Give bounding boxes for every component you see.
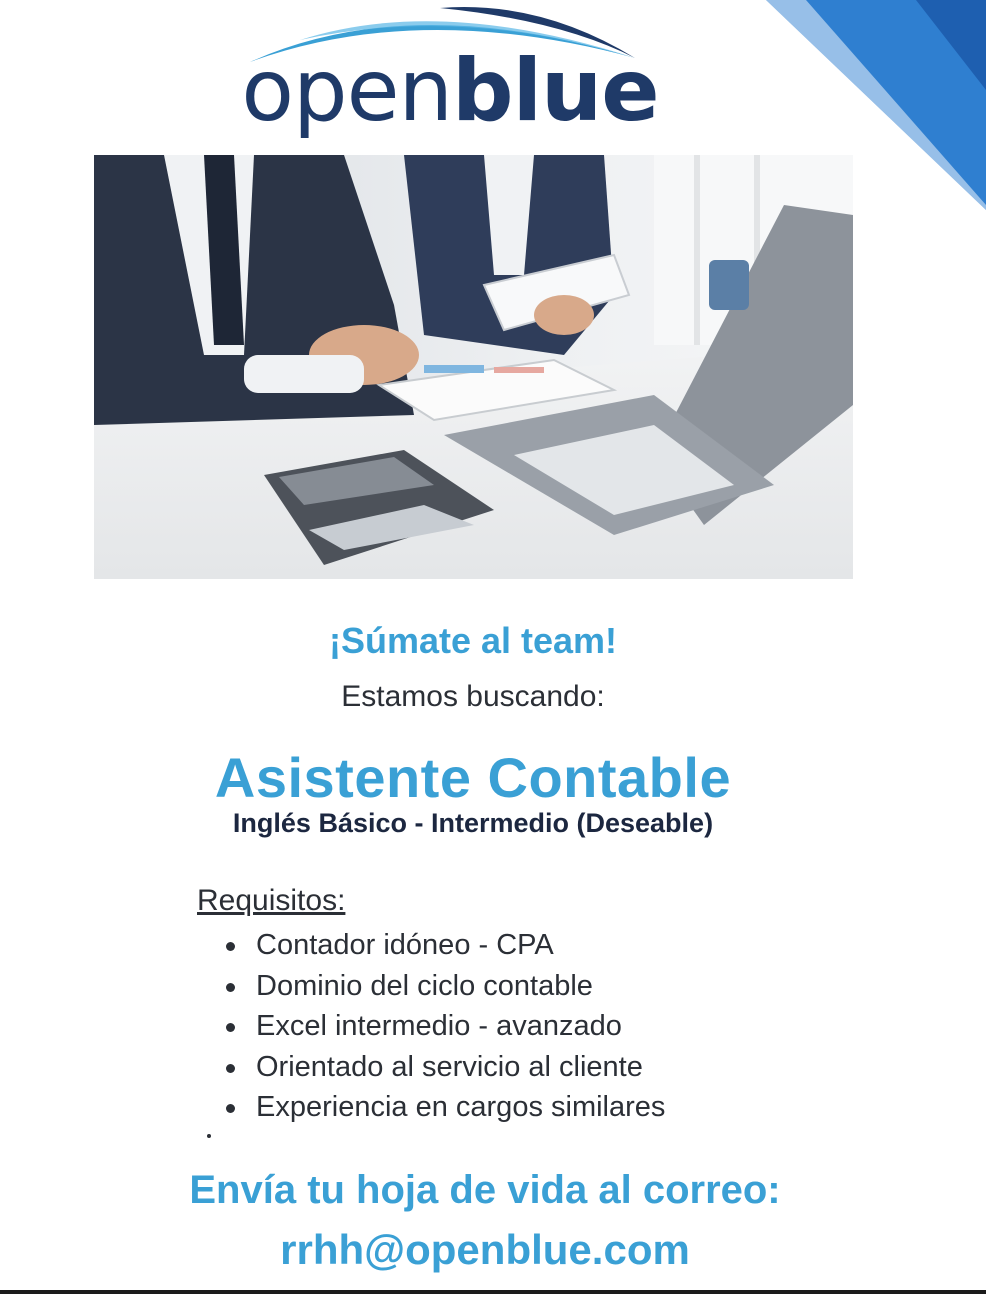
bullet-icon [226, 1064, 235, 1073]
requirement-text: Orientado al servicio al cliente [256, 1050, 643, 1083]
contact-cta: Envía tu hoja de vida al correo: [189, 1168, 781, 1212]
bullet-icon [226, 942, 235, 951]
bottom-bar [0, 1290, 986, 1294]
stray-dot [207, 1134, 211, 1138]
bullet-icon [226, 1023, 235, 1032]
logo-text-light: open [241, 41, 453, 141]
requirement-text: Experiencia en cargos similares [256, 1091, 666, 1123]
job-title: Asistente Contable [214, 746, 732, 809]
job-subtitle: Inglés Básico - Intermedio (Deseable) [232, 808, 714, 838]
requirement-item [220, 1047, 665, 1088]
requirement-item [220, 925, 665, 966]
office-accounting-photo [94, 155, 853, 579]
requirements-list [220, 925, 665, 1128]
requirement-text: Excel intermedio - avanzado [256, 1010, 622, 1042]
requirements-title: Requisitos: [197, 884, 346, 917]
requirement-text: Dominio del ciclo contable [256, 969, 593, 1002]
logo-text-bold: blue [452, 41, 659, 141]
tagline: ¡Súmate al team! [328, 620, 618, 661]
requirement-item [220, 1006, 665, 1047]
requirement-item [220, 1087, 665, 1128]
photo-illustration [94, 155, 853, 579]
requirement-item [220, 966, 665, 1007]
bullet-icon [226, 983, 235, 992]
openblue-logo [0, 0, 986, 150]
contact-email[interactable]: rrhh@openblue.com [280, 1226, 690, 1273]
bullet-icon [226, 1104, 235, 1113]
looking-for-text: Estamos buscando: [341, 680, 605, 713]
requirement-text: Contador idóneo - CPA [256, 929, 554, 961]
